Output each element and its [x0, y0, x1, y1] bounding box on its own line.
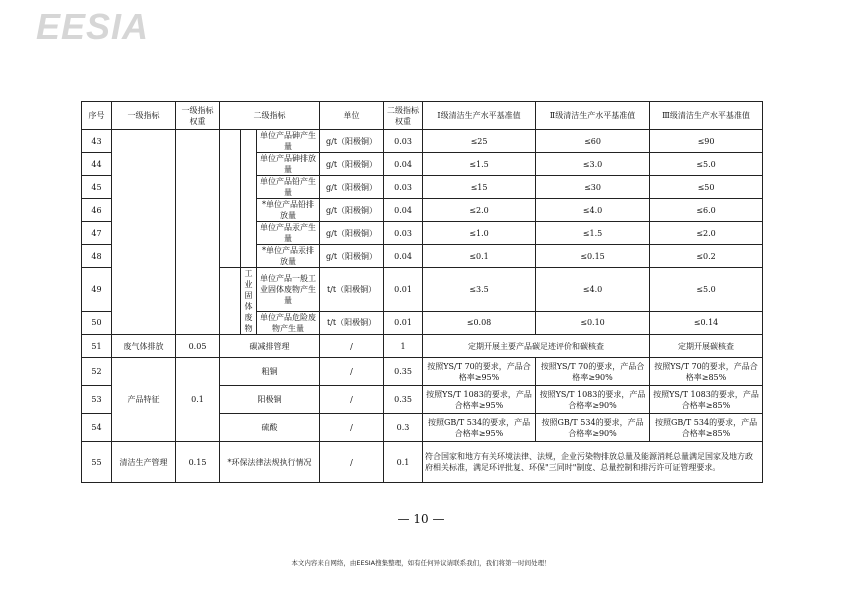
indicator-name: 单位产品铅产生量 — [257, 176, 320, 199]
weight-cell: 0.35 — [384, 358, 423, 386]
std3-cell: ≤5.0 — [650, 268, 763, 312]
indicator-name: 单位产品危险废物产生量 — [257, 311, 320, 334]
std3-cell: ≤0.2 — [650, 245, 763, 268]
weight-cell: 0.03 — [384, 130, 423, 153]
std2-cell: ≤3.0 — [536, 153, 650, 176]
group-blank — [220, 130, 241, 268]
header-unit: 单位 — [320, 102, 384, 130]
header-level1-weight: 一级指标权重 — [176, 102, 220, 130]
std2-cell: ≤1.5 — [536, 222, 650, 245]
std1-cell: ≤2.0 — [423, 199, 536, 222]
weight-cell: 0.01 — [384, 268, 423, 312]
row-no: 50 — [82, 311, 112, 334]
std1-cell: ≤25 — [423, 130, 536, 153]
row-no: 52 — [82, 358, 112, 386]
table-row — [82, 130, 763, 153]
unit-cell: g/t（阳极铜） — [320, 176, 384, 199]
table-row — [82, 335, 763, 358]
std2-cell: ≤0.15 — [536, 245, 650, 268]
std1-cell: ≤15 — [423, 176, 536, 199]
indicator-name: *环保法律法规执行情况 — [220, 442, 320, 483]
row-no: 51 — [82, 335, 112, 358]
std2-cell: ≤4.0 — [536, 199, 650, 222]
std2-cell: ≤0.10 — [536, 311, 650, 334]
indicator-name: 单位产品一般工业固体废物产生量 — [257, 268, 320, 312]
row-no: 53 — [82, 386, 112, 414]
std1-cell: 按照GB/T 534的要求，产品合格率≥95% — [423, 414, 536, 442]
eesia-logo: EESIA — [36, 6, 150, 47]
unit-cell: / — [320, 442, 384, 483]
std3-cell: 按照GB/T 534的要求，产品合格率≥85% — [650, 414, 763, 442]
row-no: 55 — [82, 442, 112, 483]
level1-weight-cell: 0.15 — [176, 442, 220, 483]
indicator-name: 单位产品砷产生量 — [257, 130, 320, 153]
std1-cell: ≤1.0 — [423, 222, 536, 245]
subgroup-blank — [241, 130, 257, 268]
std3-cell: ≤50 — [650, 176, 763, 199]
row-no: 47 — [82, 222, 112, 245]
unit-cell: g/t（阳极铜） — [320, 130, 384, 153]
std1-cell: 按照YS/T 1083的要求，产品合格率≥95% — [423, 386, 536, 414]
level1-cell: 清洁生产管理 — [112, 442, 176, 483]
std3-cell: ≤5.0 — [650, 153, 763, 176]
indicator-name: *单位产品汞排放量 — [257, 245, 320, 268]
header-std1: Ⅰ级清洁生产水平基准值 — [423, 102, 536, 130]
unit-cell: g/t（阳极铜） — [320, 153, 384, 176]
row-no: 43 — [82, 130, 112, 153]
row-no: 48 — [82, 245, 112, 268]
indicator-name: *单位产品铅排放量 — [257, 199, 320, 222]
weight-cell: 0.35 — [384, 386, 423, 414]
std2-cell: ≤4.0 — [536, 268, 650, 312]
weight-cell: 0.1 — [384, 442, 423, 483]
row-no: 54 — [82, 414, 112, 442]
footer-note: 本文内容来自网络，由EESIA搜集整理，如有任何异议请联系我们，我们将第一时间处理！ — [291, 559, 551, 567]
level1-cell: 废气体排放 — [112, 335, 176, 358]
indicator-name: 硫酸 — [220, 414, 320, 442]
level1-weight-cell — [176, 130, 220, 335]
row-no: 44 — [82, 153, 112, 176]
header-std3: Ⅲ级清洁生产水平基准值 — [650, 102, 763, 130]
unit-cell: / — [320, 386, 384, 414]
clean-production-indicator-table — [81, 101, 763, 483]
unit-cell: g/t（阳极铜） — [320, 222, 384, 245]
group-label-solid-waste: 工业固体废物 — [241, 268, 257, 335]
std2-cell: 按照YS/T 1083的要求，产品合格率≥90% — [536, 386, 650, 414]
weight-cell: 0.04 — [384, 153, 423, 176]
weight-cell: 0.03 — [384, 222, 423, 245]
std2-cell: ≤30 — [536, 176, 650, 199]
std2-cell: ≤60 — [536, 130, 650, 153]
level1-weight-cell: 0.05 — [176, 335, 220, 358]
indicator-name: 阳极铜 — [220, 386, 320, 414]
unit-cell: / — [320, 414, 384, 442]
std12-cell: 定期开展主要产品碳足迹评价和碳核查 — [423, 335, 650, 358]
std1-cell: ≤0.1 — [423, 245, 536, 268]
indicator-name: 单位产品汞产生量 — [257, 222, 320, 245]
table-row — [82, 442, 763, 483]
header-no: 序号 — [82, 102, 112, 130]
level1-cell — [112, 130, 176, 335]
weight-cell: 0.04 — [384, 199, 423, 222]
header-level1: 一级指标 — [112, 102, 176, 130]
row-no: 46 — [82, 199, 112, 222]
group-left-blank — [220, 268, 241, 335]
indicator-name: 单位产品砷排放量 — [257, 153, 320, 176]
page-number: — 10 — — [397, 512, 445, 526]
unit-cell: g/t（阳极铜） — [320, 245, 384, 268]
std1-cell: 按照YS/T 70的要求，产品合格率≥95% — [423, 358, 536, 386]
std1-cell: ≤1.5 — [423, 153, 536, 176]
std2-cell: 按照GB/T 534的要求，产品合格率≥90% — [536, 414, 650, 442]
std1-cell: ≤0.08 — [423, 311, 536, 334]
weight-cell: 1 — [384, 335, 423, 358]
level1-weight-cell: 0.1 — [176, 358, 220, 442]
header-level2: 二级指标 — [220, 102, 320, 130]
row-no: 45 — [82, 176, 112, 199]
std3-cell: ≤6.0 — [650, 199, 763, 222]
unit-cell: / — [320, 358, 384, 386]
header-row — [82, 102, 763, 130]
table-row — [82, 358, 763, 386]
std1-cell: ≤3.5 — [423, 268, 536, 312]
std2-cell: 按照YS/T 70的要求，产品合格率≥90% — [536, 358, 650, 386]
std3-cell: ≤90 — [650, 130, 763, 153]
indicator-name: 碳减排管理 — [220, 335, 320, 358]
unit-cell: g/t（阳极铜） — [320, 199, 384, 222]
unit-cell: / — [320, 335, 384, 358]
indicator-name: 粗铜 — [220, 358, 320, 386]
weight-cell: 0.01 — [384, 311, 423, 334]
unit-cell: t/t（阳极铜） — [320, 268, 384, 312]
header-std2: Ⅱ级清洁生产水平基准值 — [536, 102, 650, 130]
header-level2-weight: 二级指标权重 — [384, 102, 423, 130]
weight-cell: 0.03 — [384, 176, 423, 199]
std3-cell: ≤2.0 — [650, 222, 763, 245]
unit-cell: t/t（阳极铜） — [320, 311, 384, 334]
level1-cell: 产品特征 — [112, 358, 176, 442]
std3-cell: 按照YS/T 70的要求，产品合格率≥85% — [650, 358, 763, 386]
weight-cell: 0.3 — [384, 414, 423, 442]
weight-cell: 0.04 — [384, 245, 423, 268]
std3-cell: ≤0.14 — [650, 311, 763, 334]
std-all-cell: 符合国家和地方有关环境法律、法规，企业污染物排放总量及能源消耗总量满足国家及地方政府相关标准，满足环评批复、环保"三同时"制度、总量控制和排污许可证管理要求。 — [423, 442, 763, 483]
row-no: 49 — [82, 268, 112, 312]
std3-cell: 按照YS/T 1083的要求，产品合格率≥85% — [650, 386, 763, 414]
std3-cell: 定期开展碳核查 — [650, 335, 763, 358]
